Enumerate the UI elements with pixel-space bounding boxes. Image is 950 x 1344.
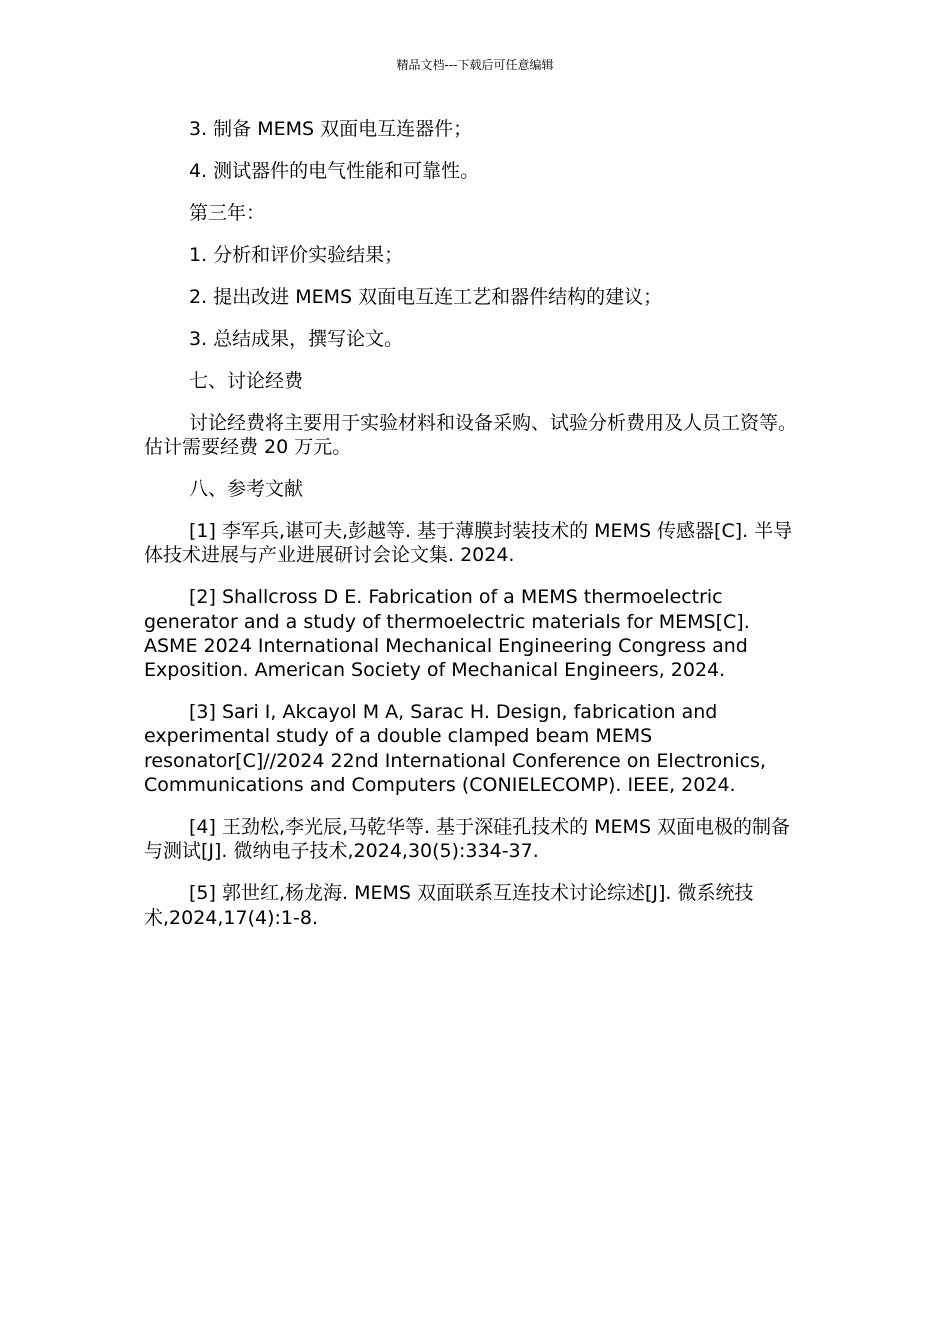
reference-item: [4] 王劲松,李光辰,马乾华等. 基于深硅孔技术的 MEMS 双面电极的制备与测试[J]. 微纳电子技术,2024,30(5):334-37. bbox=[144, 816, 791, 863]
year-three-item-2: 2. 提出改进 MEMS 双面电互连工艺和器件结构的建议； bbox=[189, 286, 663, 308]
reference-item: [2] Shallcross D E. Fabrication of a MEMS thermoelectric generator and a study of thermoelectric materials for MEMS[C]. ASME 2024 International Mechanical Engineering Congress and Exposition. American Society of Mechanical Engineers, 2024. bbox=[144, 586, 750, 682]
task-item-4: 4. 测试器件的电气性能和可靠性。 bbox=[189, 160, 480, 182]
year-three-item-1: 1. 分析和评价实验结果； bbox=[189, 244, 404, 266]
document-body bbox=[144, 117, 808, 948]
task-item-3: 3. 制备 MEMS 双面电互连器件； bbox=[189, 118, 473, 140]
reference-item: [3] Sari I, Akcayol M A, Sarac H. Design, fabrication and experimental study of a double clamped beam MEMS resonator[C]//2024 22nd International Conference on Electronics, Communications and Computers (CONIELECOMP). IEEE, 2024. bbox=[144, 701, 766, 796]
section-heading-funding: 七、讨论经费 bbox=[189, 370, 304, 392]
reference-item: [1] 李军兵,谌可夫,彭越等. 基于薄膜封装技术的 MEMS 传感器[C]. 半导体技术进展与产业进展研讨会论文集. 2024. bbox=[144, 520, 793, 567]
reference-item: [5] 郭世红,杨龙海. MEMS 双面联系互连技术讨论综述[J]. 微系统技术,2024,17(4):1-8. bbox=[144, 882, 754, 929]
year-three-item-3: 3. 总结成果，撰写论文。 bbox=[189, 328, 404, 350]
funding-paragraph: 讨论经费将主要用于实验材料和设备采购、试验分析费用及人员工资等。估计需要经费 20 万元。 bbox=[144, 412, 798, 458]
page-header: 精品文档---下载后可任意编辑 bbox=[396, 58, 554, 72]
section-heading-references: 八、参考文献 bbox=[189, 478, 304, 500]
year-three-heading: 第三年： bbox=[189, 202, 266, 224]
